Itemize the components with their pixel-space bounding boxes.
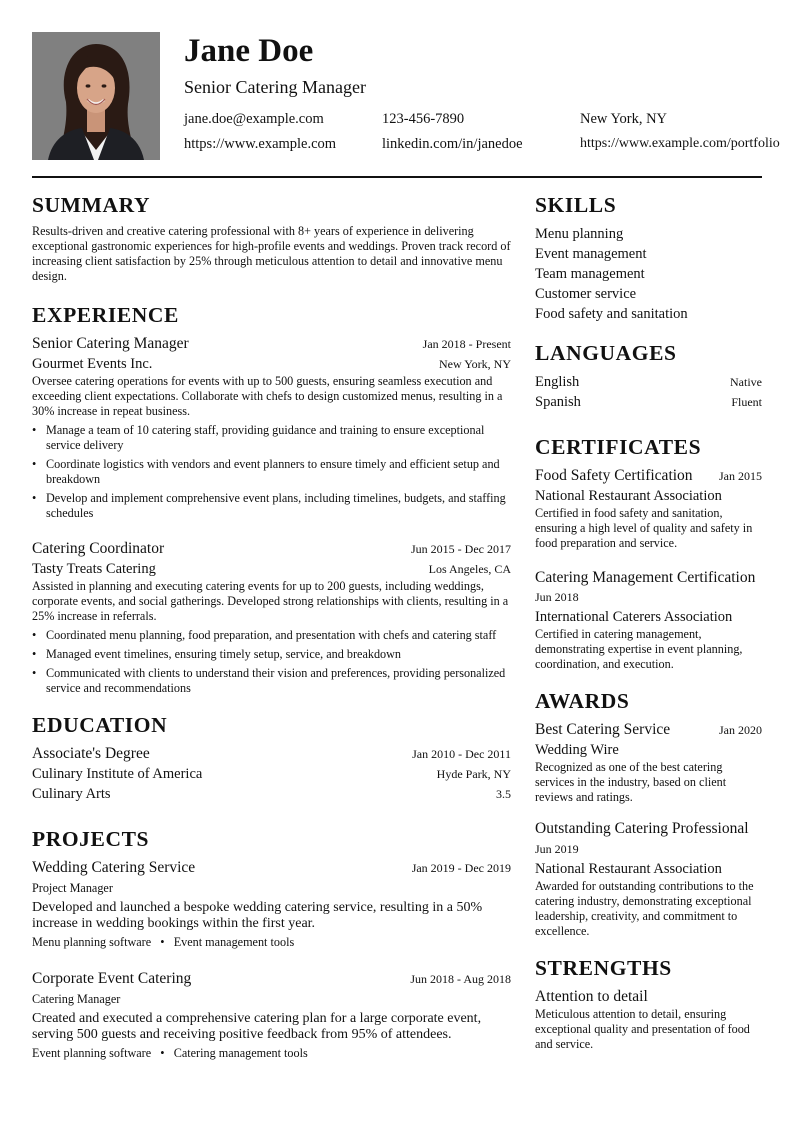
project-role: Project Manager <box>32 881 113 895</box>
languages-heading: LANGUAGES <box>535 341 677 365</box>
certificates-heading: CERTIFICATES <box>535 435 702 459</box>
language-level: Fluent <box>731 395 762 409</box>
project-description: Developed and launched a bespoke wedding catering service, resulting in a 50% increase in wedding bookings within the first year. <box>32 900 483 931</box>
language-level: Native <box>730 375 762 389</box>
job-bullets <box>32 423 511 521</box>
award-name: Best Catering Service <box>535 721 671 738</box>
tag-separator: • <box>154 1046 171 1060</box>
profile-photo-image <box>32 32 160 160</box>
award-name: Outstanding Catering Professional <box>535 820 749 837</box>
project-tag: Menu planning software <box>32 935 152 949</box>
job-role: Catering Coordinator <box>32 540 165 557</box>
summary-heading: SUMMARY <box>32 193 151 217</box>
languages-section <box>535 340 762 412</box>
school-name: Culinary Institute of America <box>32 766 203 782</box>
certificate-date: Jan 2015 <box>719 469 762 483</box>
contact-portfolio[interactable]: https://www.example.com/portfolio <box>580 136 780 151</box>
certificate-description: Certified in food safety and sanitation, ensuring a high level of quality and safety in food preparation and service. <box>535 506 753 550</box>
experience-heading: EXPERIENCE <box>32 303 179 327</box>
award-description: Awarded for outstanding contributions to the catering industry, demonstrating exceptional leadership, creativity, and commitment to excellence. <box>535 879 754 938</box>
left-column <box>32 192 511 1078</box>
awards-section <box>535 688 762 939</box>
education-section <box>32 712 511 804</box>
candidate-name: Jane Doe <box>184 33 314 69</box>
awards-heading: AWARDS <box>535 689 630 713</box>
project-dates: Jun 2018 - Aug 2018 <box>410 972 511 986</box>
job-bullets <box>32 628 511 696</box>
summary-text: Results-driven and creative catering professional with 8+ years of experience in delivering exceptional gastronomic experiences for high-profile events and weddings. Proven track record of increasing client satisfaction by 25% through meticulous attention to detail and innovative menu design. <box>32 224 511 283</box>
language-row <box>535 372 762 392</box>
education-gpa: 3.5 <box>496 787 511 801</box>
resume-header <box>32 32 780 160</box>
certificate-name: Food Safety Certification <box>535 467 693 484</box>
job-role: Senior Catering Manager <box>32 335 189 352</box>
certificate-issuer: National Restaurant Association <box>535 488 722 504</box>
skill-item: Menu planning <box>535 226 624 242</box>
profile-photo <box>32 32 160 160</box>
award-issuer: Wedding Wire <box>535 742 619 758</box>
project-tags <box>32 933 511 951</box>
job-dates: Jan 2018 - Present <box>422 337 511 351</box>
job-location: Los Angeles, CA <box>428 562 511 576</box>
education-heading: EDUCATION <box>32 713 168 737</box>
job-location: New York, NY <box>438 357 511 371</box>
language-name: English <box>535 374 580 390</box>
contact-email[interactable]: jane.doe@example.com <box>184 111 324 127</box>
job-description: Oversee catering operations for events with up to 500 guests, ensuring seamless execution and exceeding client expectations. Collaborate with chefs to design customized menus, resulting in a 30% increase in repeat business. <box>32 374 503 418</box>
certificate-item <box>535 569 762 672</box>
skill-item: Customer service <box>535 286 637 302</box>
right-column <box>535 192 762 1068</box>
strength-name: Attention to detail <box>535 988 648 1005</box>
projects-section <box>32 826 511 1062</box>
project-item <box>32 858 511 951</box>
project-name: Wedding Catering Service <box>32 859 196 876</box>
award-item <box>535 819 762 939</box>
contact-website[interactable]: https://www.example.com <box>184 136 337 152</box>
job-bullet: • Coordinate logistics with vendors and event planners to ensure timely and efficient setup and breakdown <box>32 457 511 487</box>
job-company: Tasty Treats Catering <box>32 561 156 577</box>
strengths-section <box>535 955 762 1052</box>
award-item <box>535 720 762 805</box>
certificate-description: Certified in catering management, demonstrating expertise in event planning, coordination, and execution. <box>535 627 743 671</box>
candidate-title: Senior Catering Manager <box>184 77 366 97</box>
education-dates: Jan 2010 - Dec 2011 <box>412 747 511 761</box>
job-bullet: • Develop and implement comprehensive event plans, including timelines, budgets, and staffing schedules <box>32 491 511 521</box>
project-tag: Event planning software <box>32 1046 152 1060</box>
certificate-item <box>535 466 762 551</box>
certificate-issuer: International Caterers Association <box>535 609 733 625</box>
job-company: Gourmet Events Inc. <box>32 356 153 372</box>
degree-name: Associate's Degree <box>32 745 150 762</box>
certificate-name: Catering Management Certification <box>535 569 756 586</box>
language-name: Spanish <box>535 394 581 410</box>
job-description: Assisted in planning and executing catering events for up to 200 guests, including weddings, corporate events, and social gatherings. Developed strong relationships with clients, resulting in a 25% increase in referrals. <box>32 579 509 623</box>
strengths-heading: STRENGTHS <box>535 956 672 980</box>
strength-description: Meticulous attention to detail, ensuring exceptional quality and presentation of food and service. <box>535 1007 750 1051</box>
certificate-date: Jun 2018 <box>535 590 579 604</box>
field-of-study: Culinary Arts <box>32 786 111 802</box>
award-date: Jan 2020 <box>719 723 762 737</box>
job-bullet: • Managed event timelines, ensuring timely setup, service, and breakdown <box>32 647 511 662</box>
header-divider <box>32 176 762 178</box>
contact-linkedin[interactable]: linkedin.com/in/janedoe <box>382 136 523 152</box>
contact-phone[interactable]: 123-456-7890 <box>382 111 465 127</box>
project-tag: Event management tools <box>173 935 295 949</box>
experience-item <box>32 334 511 521</box>
job-bullet: • Coordinated menu planning, food preparation, and presentation with chefs and catering staff <box>32 628 511 643</box>
language-row <box>535 392 762 412</box>
job-dates: Jun 2015 - Dec 2017 <box>411 542 511 556</box>
award-description: Recognized as one of the best catering services in the industry, based on client reviews and ratings. <box>535 760 727 804</box>
experience-item <box>32 539 511 696</box>
job-bullet: • Communicated with clients to understand their vision and preferences, providing personalized service and recommendations <box>32 666 511 696</box>
experience-section <box>32 302 511 696</box>
project-item <box>32 969 511 1062</box>
skill-item: Team management <box>535 266 645 282</box>
project-role: Catering Manager <box>32 992 121 1006</box>
skill-item: Food safety and sanitation <box>535 306 688 322</box>
project-tags <box>32 1044 511 1062</box>
job-bullet: • Manage a team of 10 catering staff, providing guidance and training to ensure exceptional service delivery <box>32 423 511 453</box>
project-name: Corporate Event Catering <box>32 970 192 987</box>
contact-location: New York, NY <box>580 111 668 127</box>
summary-section <box>32 192 511 284</box>
skill-item: Event management <box>535 246 647 262</box>
project-tag: Catering management tools <box>173 1046 308 1060</box>
skills-section <box>535 192 762 324</box>
projects-heading: PROJECTS <box>32 827 150 851</box>
project-dates: Jan 2019 - Dec 2019 <box>411 861 511 875</box>
skills-heading: SKILLS <box>535 193 617 217</box>
award-issuer: National Restaurant Association <box>535 861 722 877</box>
project-description: Created and executed a comprehensive catering plan for a large corporate event, serving 500 guests and receiving positive feedback from 95% of attendees. <box>32 1011 482 1042</box>
tag-separator: • <box>154 935 171 949</box>
school-location: Hyde Park, NY <box>436 767 511 781</box>
certificates-section <box>535 434 762 672</box>
award-date: Jun 2019 <box>535 842 579 856</box>
